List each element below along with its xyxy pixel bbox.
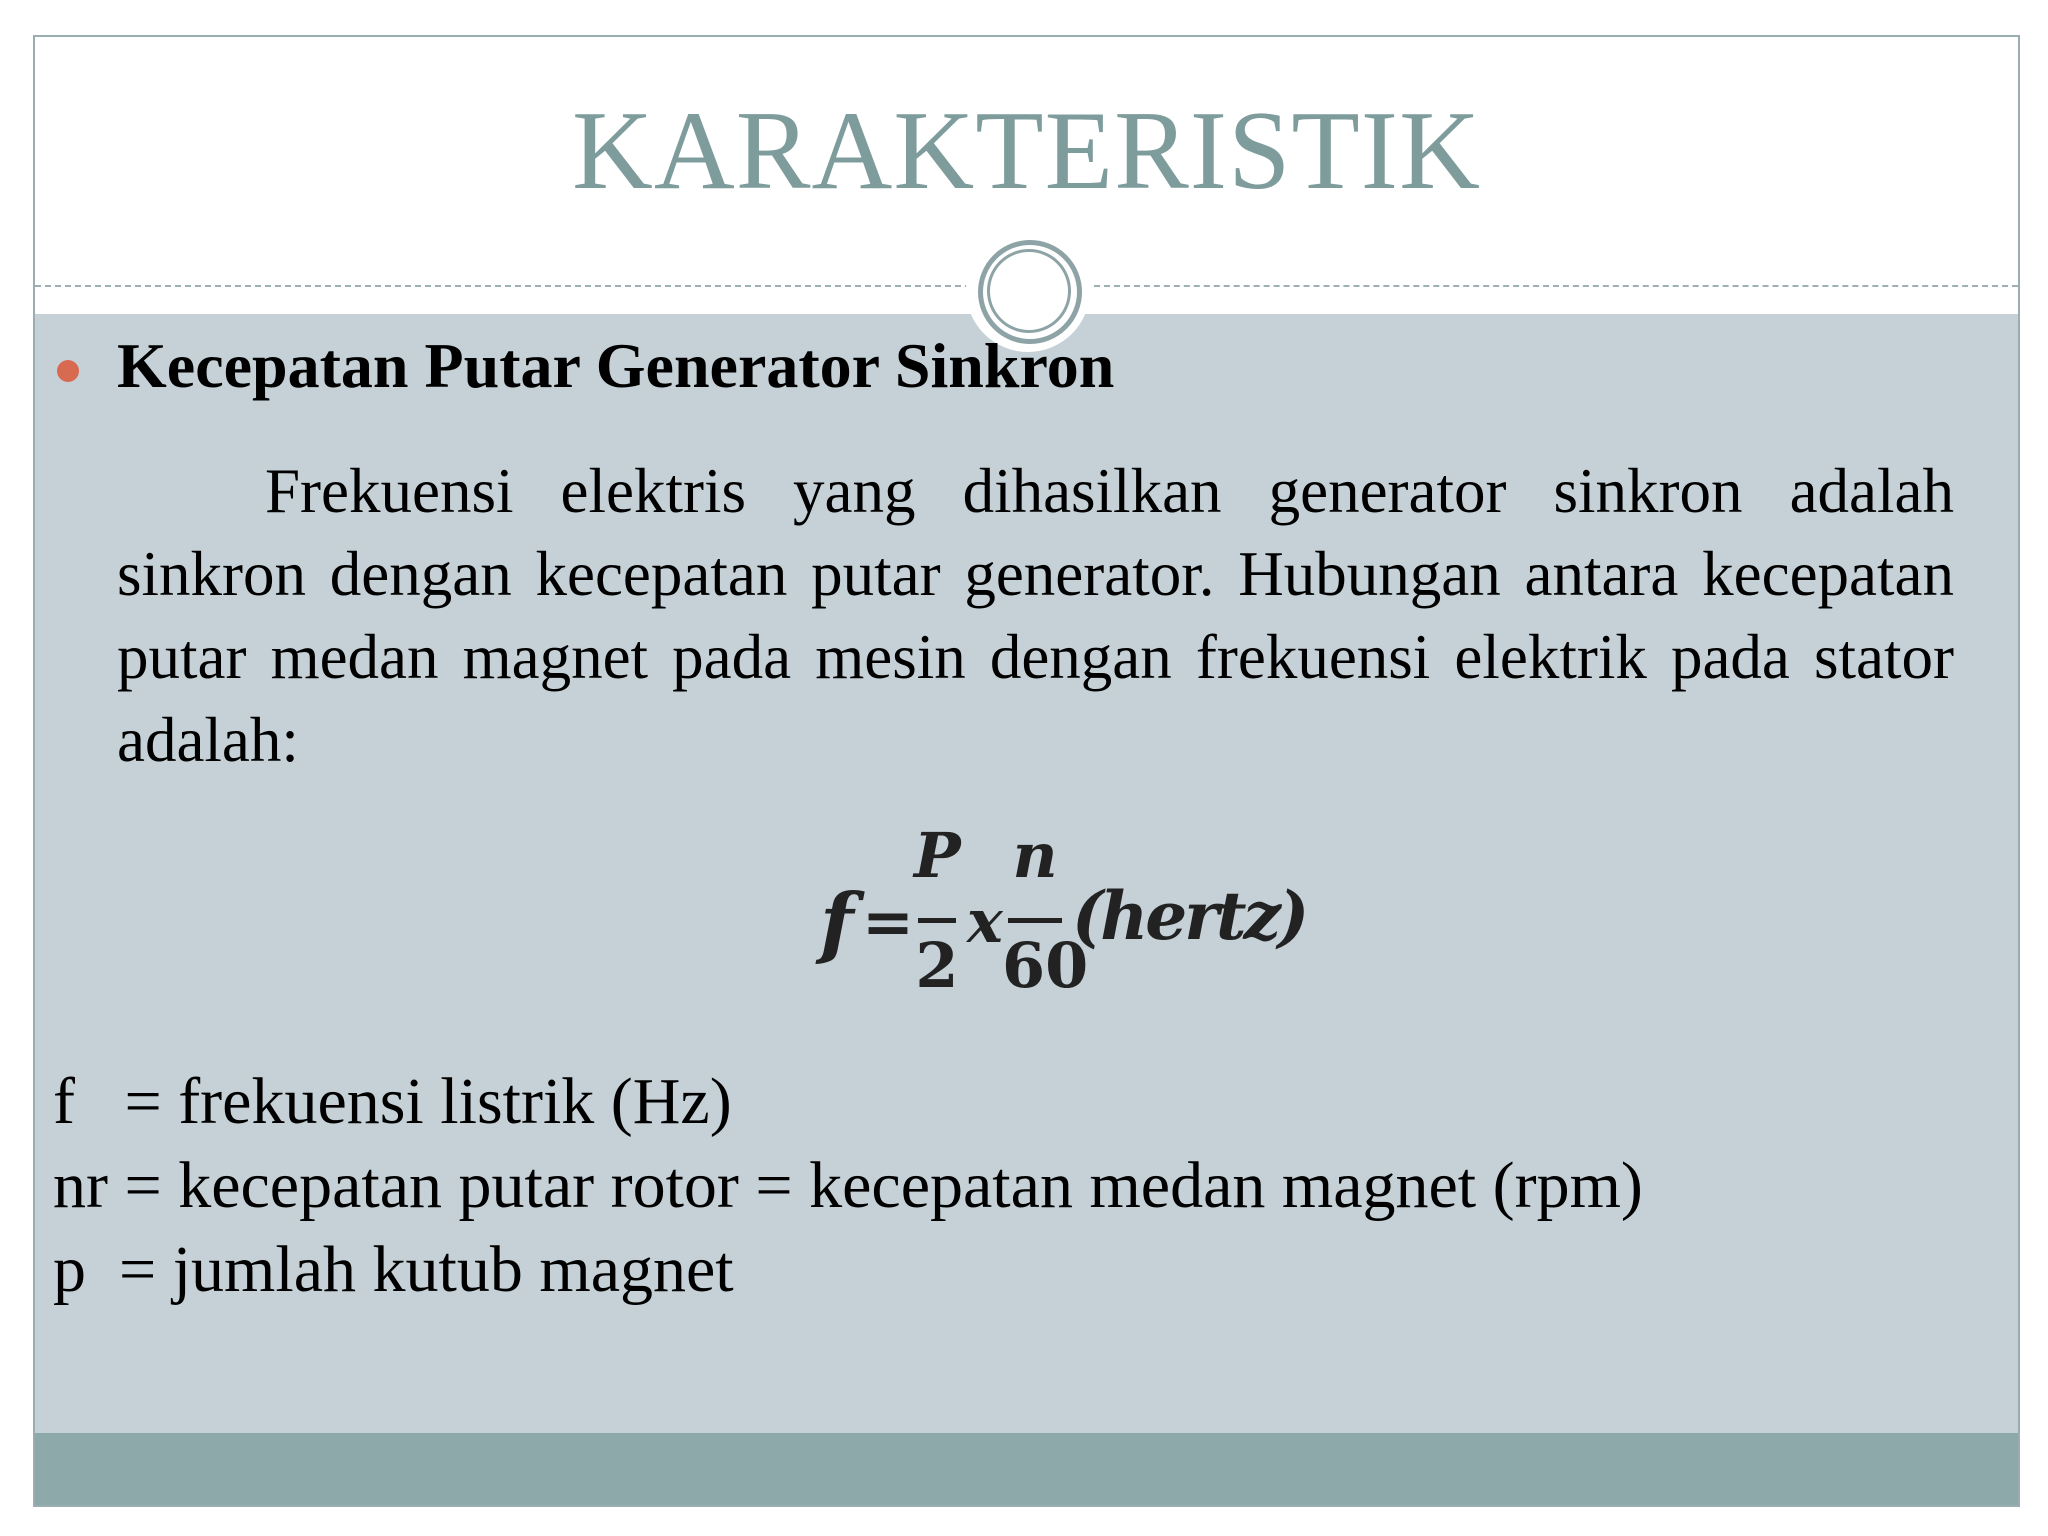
frequency-formula xyxy=(820,819,1307,1025)
formula-unit: (hertz) xyxy=(1072,877,1307,955)
definition-row: f = frekuensi listrik (Hz) xyxy=(53,1065,732,1138)
bullet-dot-icon xyxy=(57,360,79,382)
fraction-denominator: 60 xyxy=(1002,929,1089,1002)
fraction-numerator: P xyxy=(914,819,961,892)
variable-definitions xyxy=(53,1060,1643,1312)
fraction-denominator: 2 xyxy=(915,929,959,1002)
definition-row: p = jumlah kutub magnet xyxy=(53,1233,734,1306)
fraction-bar xyxy=(1008,918,1062,923)
definition-row: nr = kecepatan putar rotor = kecepatan medan magnet (rpm) xyxy=(53,1149,1643,1222)
title-divider-left xyxy=(35,285,971,287)
fraction-numerator: n xyxy=(1012,819,1058,892)
body-paragraph: Frekuensi elektris yang dihasilkan generator sinkron adalah sinkron dengan kecepatan putar generator. Hubungan antara kecepatan putar medan magnet pada mesin dengan frekuensi elektrik pada stator adalah: xyxy=(117,456,1954,775)
fraction-bar xyxy=(918,918,956,923)
title-divider-right xyxy=(1094,285,2018,287)
bullet-heading: Kecepatan Putar Generator Sinkron xyxy=(117,330,1115,401)
formula-equals: = xyxy=(862,885,914,958)
footer-band xyxy=(35,1433,2018,1505)
slide-title: KARAKTERISTIK xyxy=(572,89,1481,213)
formula-times: x xyxy=(967,887,1003,957)
formula-lhs: f xyxy=(820,877,854,968)
circle-ring-inner xyxy=(987,249,1071,333)
